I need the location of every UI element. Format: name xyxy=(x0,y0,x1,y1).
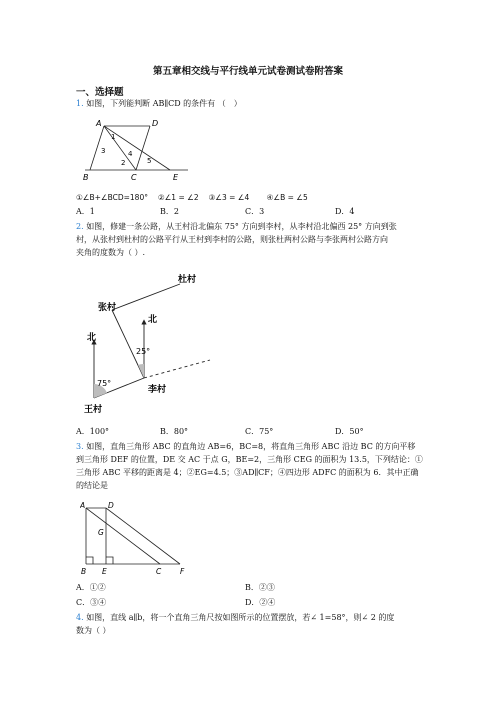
q1-option-a[interactable]: A．1 xyxy=(76,207,95,216)
question-number: 3. xyxy=(76,442,84,451)
fig1-angle-1: 1 xyxy=(111,133,116,141)
question-4 xyxy=(76,611,394,637)
q2-option-c[interactable]: C．75° xyxy=(245,427,274,436)
question-text: 如图，下列能判断 AB∥CD 的条件有 （ ） xyxy=(86,99,242,108)
fig1-label-E: E xyxy=(173,173,179,182)
q3-option-a[interactable]: A．①② xyxy=(76,583,106,592)
q1-figure xyxy=(80,118,195,182)
q2-label-du: 杜村 xyxy=(178,275,197,285)
q2-label-25: 25° xyxy=(136,347,151,356)
q2-label-75: 75° xyxy=(97,379,112,388)
q1-option-b[interactable]: B．2 xyxy=(160,207,179,216)
q2-figure xyxy=(76,272,226,420)
q3-line-3: 三角形 ABC 平移的距离是 4；②EG=4.5；③AD∥CF；④四边形 ADFC 的面积为 6．其中正确 xyxy=(76,468,419,477)
q2-label-li: 李村 xyxy=(148,385,167,395)
question-number: 1. xyxy=(76,99,84,108)
question-3 xyxy=(76,440,423,492)
q3-option-c[interactable]: C．③④ xyxy=(76,598,107,607)
q2-line-1: 如图，修建一条公路，从王村沿北偏东 75° 方向到李村，从李村沿北偏西 25° 方向到张 xyxy=(86,222,397,231)
fig3-label-C: C xyxy=(156,567,162,576)
q2-angle-25-mark xyxy=(138,364,144,378)
q2-label-north-li: 北 xyxy=(148,315,158,325)
q2-option-b[interactable]: B．80° xyxy=(160,427,189,436)
fig3-label-F: F xyxy=(180,567,185,576)
q2-label-north-wang: 北 xyxy=(87,333,97,343)
fig1-angle-3: 3 xyxy=(101,147,106,155)
fig3-label-G: G xyxy=(98,528,104,537)
fig1-angle-5: 5 xyxy=(147,157,152,165)
section-heading: 一、选择题 xyxy=(76,87,124,98)
question-number: 4. xyxy=(76,613,84,622)
q3-figure xyxy=(80,500,195,578)
fig1-label-C: C xyxy=(131,173,137,182)
q3-option-d[interactable]: D．②④ xyxy=(245,598,276,607)
q3-line-1: 如图，直角三角形 ABC 的直角边 AB=6，BC=8，将直角三角形 ABC 沿边 BC 的方向平移 xyxy=(86,442,416,451)
q2-option-d[interactable]: D．50° xyxy=(335,427,364,436)
q2-line-3: 夹角的度数为（ ）. xyxy=(76,248,146,257)
q4-line-1: 如图，直线 a∥b，将一个直角三角尺按如图所示的位置摆放，若∠ 1=58°，则∠ 2 的度 xyxy=(86,613,395,622)
q2-line-2: 村，从张村到杜村的公路平行从王村到李村的公路，则张杜两村公路与李张两村公路方向 xyxy=(76,235,388,244)
fig3-label-E: E xyxy=(102,567,107,576)
q2-option-a[interactable]: A．100° xyxy=(76,427,110,436)
q3-line-4: 的结论是 xyxy=(76,481,108,490)
fig1-label-B: B xyxy=(83,173,89,182)
q2-label-wang: 王村 xyxy=(84,405,103,415)
fig1-label-D: D xyxy=(152,119,159,128)
fig1-angle-2: 2 xyxy=(121,159,126,167)
fig1-angle-4: 4 xyxy=(128,150,133,158)
question-2 xyxy=(76,220,397,259)
fig1-label-A: A xyxy=(96,119,102,128)
q4-line-2: 数为（ ） xyxy=(76,626,111,635)
fig3-label-A: A xyxy=(80,501,86,510)
question-1 xyxy=(76,97,242,110)
question-number: 2. xyxy=(76,222,84,231)
fig3-label-D: D xyxy=(108,501,114,510)
page-title: 第五章相交线与平行线单元试卷测试卷附答案 xyxy=(152,66,343,77)
fig3-label-B: B xyxy=(81,567,87,576)
q1-option-d[interactable]: D．4 xyxy=(335,207,355,216)
q2-label-zhang: 张村 xyxy=(98,303,117,313)
q1-option-c[interactable]: C．3 xyxy=(245,207,265,216)
q1-conditions: ①∠B+∠BCD=180° ②∠1 = ∠2 ③∠3 = ∠4 ④∠B = ∠5 xyxy=(76,193,308,202)
q3-line-2: 到三角形 DEF 的位置，DE 交 AC 于点 G，BE=2，三角形 CEG 的面积为 13.5，下列结论：① xyxy=(76,455,423,464)
q3-option-b[interactable]: B．②③ xyxy=(245,583,275,592)
